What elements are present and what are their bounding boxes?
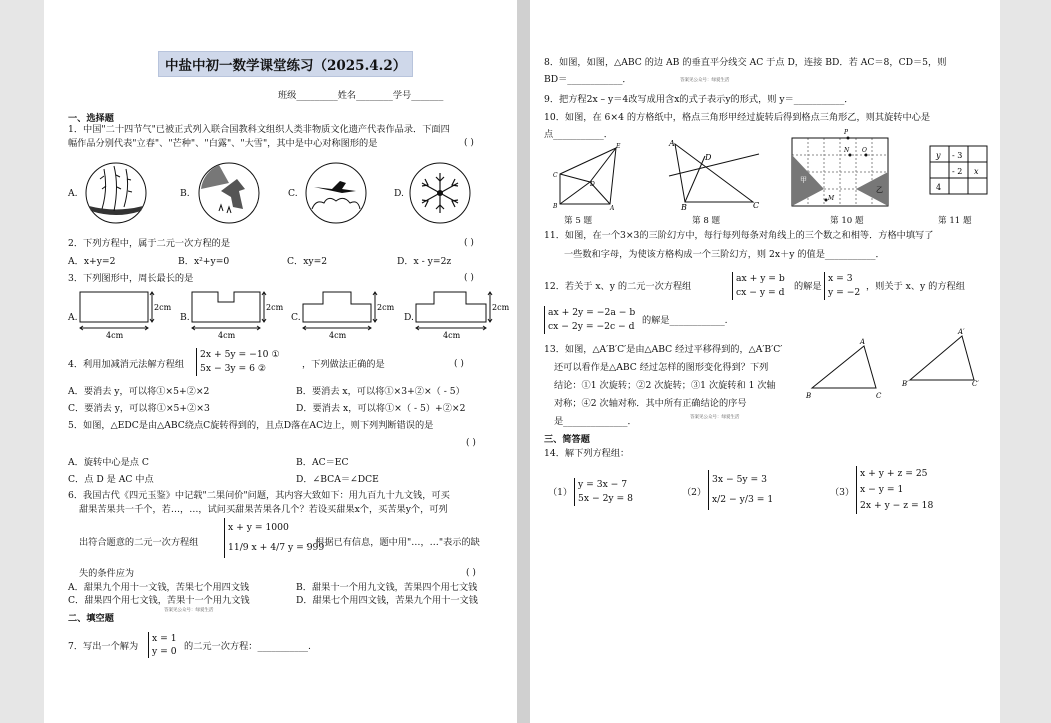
q12-pre: 12．若关于 x、y 的二元一次方程组 bbox=[544, 281, 692, 292]
q1-figure-c bbox=[304, 161, 368, 225]
q5-option-c: C．点 D 是 AC 中点 bbox=[68, 474, 154, 485]
q14-stem: 14．解下列方程组： bbox=[544, 448, 630, 459]
q3-figure-c bbox=[303, 290, 395, 340]
q3-d-width: 4cm bbox=[443, 331, 461, 340]
q14-system-1 bbox=[574, 478, 633, 506]
q8-line-1: 8．如图，如图，△ABC 的边 AB 的垂直平分线交 AC 于点 D，连接 BD．若 AC＝8，CD＝5，则 bbox=[544, 57, 947, 68]
svg-text:B: B bbox=[681, 203, 687, 212]
q7-eq1: x = 1 bbox=[152, 633, 177, 644]
q12-r1: x = 3 bbox=[828, 273, 853, 284]
q3-figure-b bbox=[192, 290, 284, 340]
figure-q11 bbox=[930, 146, 990, 198]
svg-text:A: A bbox=[860, 338, 866, 346]
q1-figure-a bbox=[84, 161, 148, 225]
q14-part-1-label: （1） bbox=[548, 487, 573, 498]
caption-q11: 第 11 题 bbox=[938, 216, 972, 226]
q3-option-d: D. bbox=[404, 312, 414, 323]
fig10-pt-o: O bbox=[862, 147, 867, 154]
caption-q5: 第 5 题 bbox=[564, 216, 593, 226]
q14-system-3 bbox=[856, 466, 933, 514]
q1-figure-d bbox=[408, 161, 472, 225]
fig10-pt-p: P bbox=[844, 129, 849, 136]
figure-q13 bbox=[806, 328, 996, 400]
q1-option-b: B. bbox=[180, 188, 190, 199]
q7-system bbox=[148, 632, 177, 658]
svg-text:C: C bbox=[753, 201, 760, 210]
q1-text-2: 幅作品分别代表"立春"、"芒种"、"白露"、"大雪"，其中是中心对称图形的是 bbox=[68, 138, 378, 149]
page-title: 中盐中初一数学课堂练习（2025.4.2） bbox=[158, 51, 413, 77]
q2-option-b: B．x²+y=0 bbox=[178, 256, 230, 267]
q3-figure-a bbox=[80, 290, 172, 340]
q2-option-d: D．x - y=2z bbox=[397, 256, 452, 267]
watermark-left: 答案见公众号：绿爱生活 bbox=[164, 608, 214, 613]
figure-q5 bbox=[550, 142, 630, 212]
header-fields: 班级_________姓名________学号_______ bbox=[278, 90, 444, 101]
q6-line-1: 6．我国古代《四元玉鉴》中记载"二果问价"问题，其内容大致如下：用九百九十九文钱，可买 bbox=[68, 490, 450, 501]
q14-part-2-label: （2） bbox=[682, 487, 707, 498]
q3-b-height: 2cm bbox=[266, 303, 284, 312]
q1-answer-paren: ( ) bbox=[464, 138, 474, 148]
q12-mid: 的解是 bbox=[794, 281, 822, 292]
q1-text-1: 1．中国"二十四节气"已被正式列入联合国教科文组织人类非物质文化遗产代表作品录．下面四 bbox=[68, 124, 450, 135]
svg-text:B: B bbox=[553, 203, 558, 210]
q12-s1: ax + y = b bbox=[736, 273, 785, 284]
q4-eq1: 2x + 5y = −10 ① bbox=[200, 349, 280, 360]
fig10-pt-m: M bbox=[828, 195, 835, 202]
figure-q10 bbox=[792, 130, 892, 208]
q13-line-4: 对称；④2 次轴对称．其中所有正确结论的序号 bbox=[554, 398, 747, 409]
fig10-jia: 甲 bbox=[800, 176, 807, 184]
right-page bbox=[530, 0, 1000, 723]
q14-system-2 bbox=[708, 470, 773, 510]
q6-option-b: B．甜果十一个用九文钱，苦果四个用七文钱 bbox=[296, 582, 478, 593]
q14-2a: 3x − 5y = 3 bbox=[712, 474, 767, 485]
section-fill: 二、填空题 bbox=[68, 613, 114, 624]
q12-system-2 bbox=[544, 306, 635, 334]
q14-3c: 2x + y − z = 18 bbox=[860, 500, 934, 511]
q1-figure-b bbox=[197, 161, 261, 225]
q6-answer-paren: ( ) bbox=[466, 568, 476, 578]
q12-end: 的解是____________. bbox=[642, 315, 728, 326]
q6-option-d: D．甜果七个用四文钱，苦果九个用十一文钱 bbox=[296, 595, 478, 606]
watermark-right-1: 答案见公众号：绿爱生活 bbox=[680, 78, 730, 83]
q2-option-c: C．xy=2 bbox=[287, 256, 328, 267]
q6-option-a: A．甜果九个用十一文钱，苦果七个用四文钱 bbox=[68, 582, 250, 593]
fig10-pt-n: N bbox=[844, 147, 850, 154]
q12-r2: y = −2 bbox=[828, 287, 861, 298]
q4-eq2: 5x − 3y = 6 ② bbox=[200, 363, 267, 374]
q5-answer-paren: ( ) bbox=[466, 438, 476, 448]
q12-s2: cx − y = d bbox=[736, 287, 785, 298]
q6-eq2: 11/9 x + 4/7 y = 999 bbox=[228, 542, 325, 553]
left-page bbox=[44, 0, 517, 723]
q3-option-b: B. bbox=[180, 312, 190, 323]
q3-stem: 3．下列图形中，周长最长的是 bbox=[68, 273, 194, 284]
q3-c-height: 2cm bbox=[377, 303, 395, 312]
q12-solution bbox=[824, 272, 860, 300]
magic-cell-6: 4 bbox=[936, 183, 942, 192]
svg-text:C: C bbox=[876, 392, 882, 400]
q10-line-1: 10．如图，在 6×4 的方格纸中，格点三角形甲经过旋转后得到格点三角形乙，则其旋转中心是 bbox=[544, 112, 931, 123]
q13-line-3: 结论：①1 次旋转；②2 次旋转；③1 次旋转和 1 次轴 bbox=[554, 380, 776, 391]
magic-cell-4: - 2 bbox=[952, 167, 963, 176]
page-gutter bbox=[517, 0, 530, 723]
q6-post: ，根据已有信息，题中用"…，…"表示的缺 bbox=[306, 537, 480, 548]
q10-line-2: 点___________． bbox=[544, 129, 613, 140]
q6-line-4: 失的条件应为 bbox=[79, 568, 135, 579]
q3-c-width: 4cm bbox=[329, 331, 347, 340]
watermark-right-2: 答案见公众号：绿爱生活 bbox=[690, 415, 740, 420]
q4-post: ，下列做法正确的是 bbox=[302, 359, 385, 370]
q3-option-c: C. bbox=[291, 312, 301, 323]
q3-a-width: 4cm bbox=[106, 331, 124, 340]
q5-option-b: B．AC＝EC bbox=[296, 457, 349, 468]
svg-text:B′: B′ bbox=[902, 380, 909, 388]
q3-d-height: 2cm bbox=[492, 303, 510, 312]
q14-1b: 5x − 2y = 8 bbox=[578, 493, 633, 504]
q13-line-5: 是______________． bbox=[554, 416, 637, 427]
q14-2b: x/2 − y/3 = 1 bbox=[712, 494, 774, 505]
q13-line-1: 13．如图，△A′B′C′是由△ABC 经过平移得到的，△A′B′C′ bbox=[544, 344, 783, 355]
q14-3b: x − y = 1 bbox=[860, 484, 904, 495]
q1-option-a: A. bbox=[68, 188, 78, 199]
q6-option-c: C．甜果四个用七文钱，苦果十一个用九文钱 bbox=[68, 595, 250, 606]
q11-line-2: 一些数和字母，为使该方格构成一个三阶幻方，则 2x＋y 的值是___________． bbox=[564, 249, 885, 260]
q2-option-a: A．x+y=2 bbox=[68, 256, 116, 267]
q7-post: 的二元一次方程：___________. bbox=[184, 641, 311, 652]
q14-1a: y = 3x − 7 bbox=[578, 479, 628, 490]
q7-pre: 7．写出一个解为 bbox=[68, 641, 139, 652]
svg-text:A: A bbox=[669, 139, 675, 148]
q4-system bbox=[196, 348, 280, 376]
q3-b-width: 4cm bbox=[218, 331, 236, 340]
q4-option-d: D．要消去 x，可以将①×（ - 5）+②×2 bbox=[296, 403, 466, 414]
q12-post: ，则关于 x、y 的方程组 bbox=[866, 281, 965, 292]
q12-system-1 bbox=[732, 272, 785, 300]
caption-q8: 第 8 题 bbox=[692, 216, 721, 226]
q6-pre: 出符合题意的二元一次方程组 bbox=[79, 537, 199, 548]
svg-text:D: D bbox=[705, 153, 712, 162]
svg-text:C: C bbox=[553, 172, 558, 179]
q5-stem: 5．如图，△EDC是由△ABC绕点C旋转得到的，且点D落在AC边上，则下列判断错误的是 bbox=[68, 420, 434, 431]
q5-option-d: D．∠BCA＝∠DCE bbox=[296, 474, 379, 485]
q7-eq2: y = 0 bbox=[152, 646, 177, 657]
magic-cell-0: y bbox=[936, 151, 941, 160]
q11-line-1: 11．如图，在一个3×3的三阶幻方中，每行每列每条对角线上的三个数之和相等．方格中填写了 bbox=[544, 230, 934, 241]
q4-option-c: C．要消去 y，可以将①×5+②×3 bbox=[68, 403, 210, 414]
q4-option-b: B．要消去 x，可以将①×3+②×（ - 5） bbox=[296, 386, 465, 397]
q13-line-2: 还可以看作是△ABC 经过怎样的图形变化得到？下列 bbox=[554, 362, 769, 373]
svg-text:B: B bbox=[806, 392, 812, 400]
q2-answer-paren: ( ) bbox=[464, 238, 474, 248]
q3-figure-d bbox=[416, 290, 511, 340]
q1-option-d: D. bbox=[394, 188, 404, 199]
q3-option-a: A. bbox=[68, 312, 78, 323]
q12-t2: cx − 2y = −2c − d bbox=[548, 321, 635, 332]
q4-option-a: A．要消去 y，可以将①×5+②×2 bbox=[68, 386, 210, 397]
magic-cell-1: - 3 bbox=[952, 151, 963, 160]
svg-text:A′: A′ bbox=[958, 328, 965, 336]
svg-text:D: D bbox=[590, 181, 595, 188]
fig10-yi: 乙 bbox=[876, 186, 883, 194]
q5-option-a: A．旋转中心是点 C bbox=[68, 457, 149, 468]
q3-a-height: 2cm bbox=[154, 303, 172, 312]
q6-line-2: 甜果苦果共一千个，若…，…，试问买甜果苦果各几个？若设买甜果x个，买苦果y个，可列 bbox=[79, 504, 448, 515]
q12-t1: ax + 2y = −2a − b bbox=[548, 307, 636, 318]
section-answer: 三、简答题 bbox=[544, 434, 590, 445]
svg-text:A: A bbox=[610, 205, 615, 212]
svg-text:E: E bbox=[616, 143, 621, 150]
magic-cell-5: x bbox=[974, 167, 979, 176]
q1-option-c: C. bbox=[288, 188, 298, 199]
q14-part-3-label: （3） bbox=[830, 487, 855, 498]
section-choice: 一、选择题 bbox=[68, 113, 114, 124]
q2-stem: 2．下列方程中，属于二元一次方程的是 bbox=[68, 238, 231, 249]
q8-line-2: BD＝____________． bbox=[544, 74, 632, 85]
q4-answer-paren: ( ) bbox=[454, 359, 464, 369]
q4-pre: 4．利用加减消元法解方程组 bbox=[68, 359, 185, 370]
q14-3a: x + y + z = 25 bbox=[860, 468, 928, 479]
q3-answer-paren: ( ) bbox=[464, 273, 474, 283]
caption-q10: 第 10 题 bbox=[830, 216, 864, 226]
q6-eq1: x + y = 1000 bbox=[228, 522, 289, 533]
svg-text:C′: C′ bbox=[972, 380, 979, 388]
q9-text: 9．把方程2x – y＝4改写成用含x的式子表示y的形式，则 y＝___________． bbox=[544, 94, 854, 105]
figure-q8 bbox=[665, 138, 765, 212]
